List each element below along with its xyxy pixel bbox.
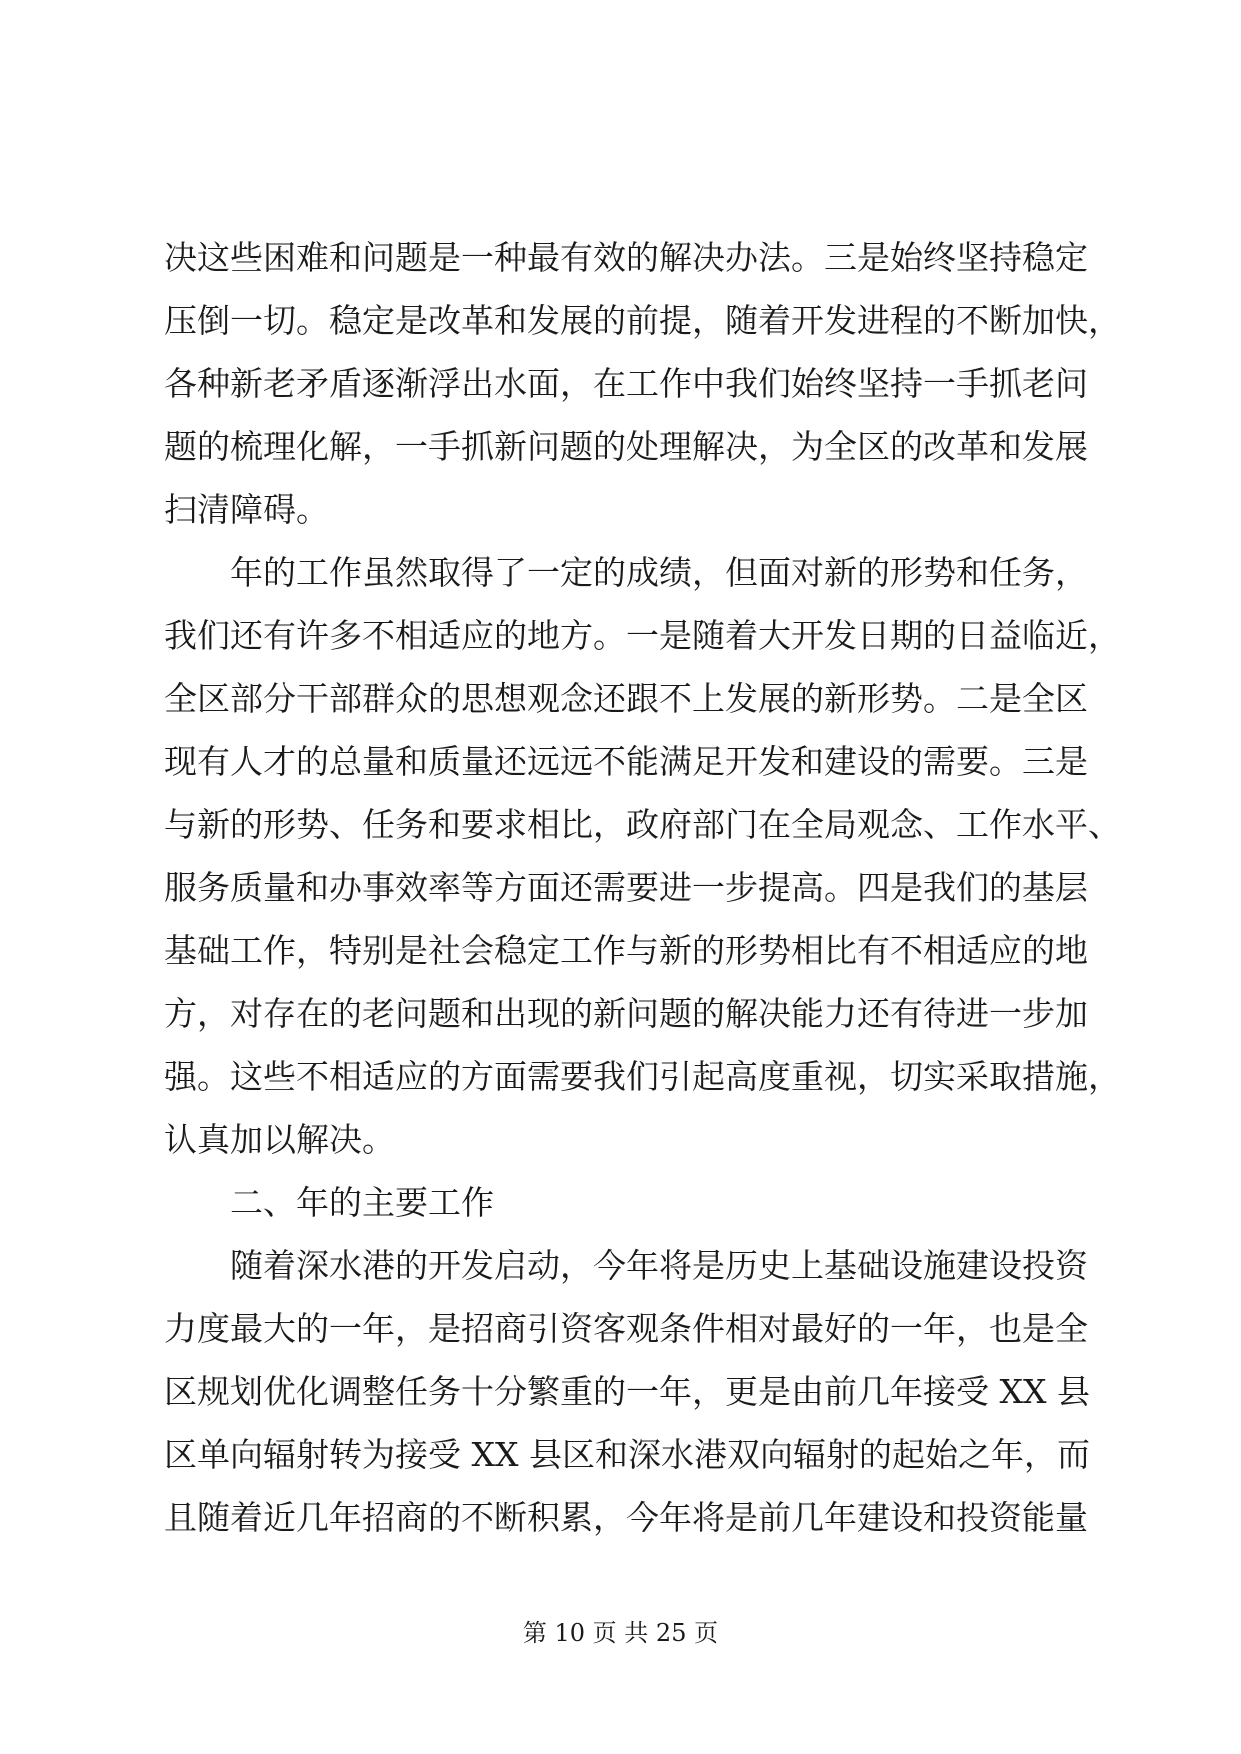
text-line-21: 且随着近几年招商的不断积累，今年将是前几年建设和投资能量 — [164, 1498, 1088, 1537]
section-heading: 二、年的主要工作 — [230, 1183, 494, 1222]
page-number-footer: 第 10 页 共 25 页 — [522, 1619, 719, 1647]
text-line-9: 现有人才的总量和质量还远远不能满足开发和建设的需要。三是 — [164, 742, 1088, 781]
text-line-15: 认真加以解决。 — [164, 1120, 395, 1159]
text-line-2: 压倒一切。稳定是改革和发展的前提，随着开发进程的不断加快， — [164, 301, 1121, 340]
paragraph-start-line: 随着深水港的开发启动，今年将是历史上基础设施建设投资 — [230, 1246, 1088, 1285]
text-line-8: 全区部分干部群众的思想观念还跟不上发展的新形势。二是全区 — [164, 679, 1088, 718]
text-line-11: 服务质量和办事效率等方面还需要进一步提高。四是我们的基层 — [164, 868, 1088, 907]
text-line-3: 各种新老矛盾逐渐浮出水面，在工作中我们始终坚持一手抓老问 — [164, 364, 1088, 403]
text-line-13: 方，对存在的老问题和出现的新问题的解决能力还有待进一步加 — [164, 994, 1088, 1033]
text-line-1: 决这些困难和问题是一种最有效的解决办法。三是始终坚持稳定 — [164, 238, 1088, 277]
text-line-10: 与新的形势、任务和要求相比，政府部门在全局观念、工作水平、 — [164, 805, 1121, 844]
text-line-18: 力度最大的一年，是招商引资客观条件相对最好的一年，也是全 — [164, 1309, 1088, 1348]
text-line-4: 题的梳理化解，一手抓新问题的处理解决，为全区的改革和发展 — [164, 427, 1088, 466]
text-line-7: 我们还有许多不相适应的地方。一是随着大开发日期的日益临近， — [164, 616, 1121, 655]
text-line-14: 强。这些不相适应的方面需要我们引起高度重视，切实采取措施， — [164, 1057, 1121, 1096]
text-line-19: 区规划优化调整任务十分繁重的一年，更是由前几年接受 XX 县 — [164, 1372, 1090, 1411]
document-body — [164, 226, 1121, 1549]
text-line-20: 区单向辐射转为接受 XX 县区和深水港双向辐射的起始之年，而 — [164, 1435, 1090, 1474]
text-line-5: 扫清障碍。 — [164, 490, 329, 529]
text-line-12: 基础工作，特别是社会稳定工作与新的形势相比有不相适应的地 — [164, 931, 1088, 970]
paragraph-start-line: 年的工作虽然取得了一定的成绩，但面对新的形势和任务， — [230, 553, 1088, 592]
